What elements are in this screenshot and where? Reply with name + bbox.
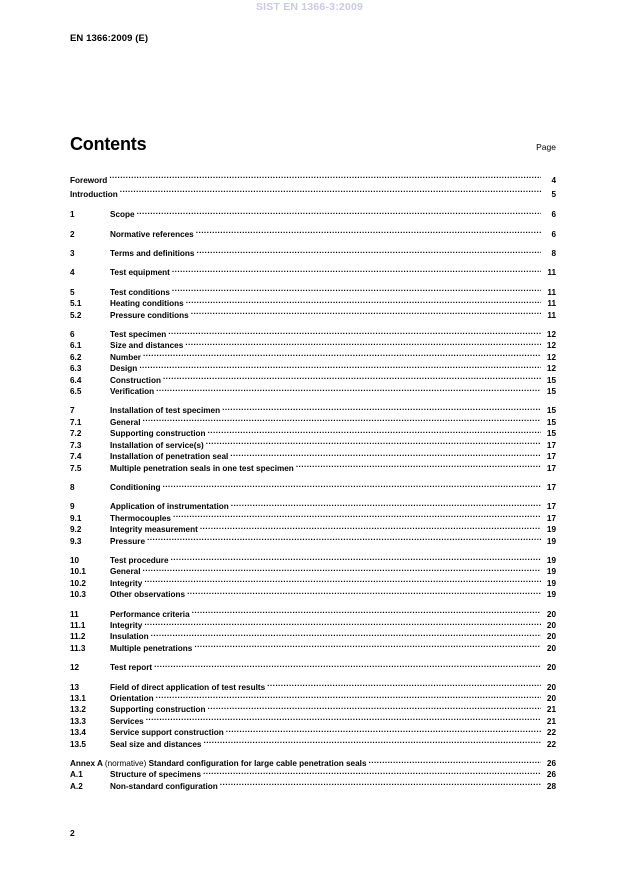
toc-group: [70, 662, 556, 673]
toc-entry-label: Integrity: [110, 578, 143, 588]
toc-entry-number: 11.2: [70, 632, 86, 642]
toc-entry-number: 6.1: [70, 341, 82, 351]
toc-entry[interactable]: [70, 310, 556, 321]
toc-entry-label: Foreword: [70, 176, 108, 185]
toc-dot-leader: [226, 727, 541, 735]
toc-entry-page: 17: [546, 482, 556, 492]
toc-entry-label: Installation of test specimen: [110, 406, 221, 416]
toc-entry-label: Conditioning: [110, 482, 161, 492]
toc-entry-number: A.1: [70, 770, 83, 780]
toc-entry-number: 5.2: [70, 310, 82, 320]
toc-entry-number: 9: [70, 502, 75, 512]
toc-entry[interactable]: [70, 536, 556, 547]
toc-dot-leader: [192, 609, 541, 617]
toc-entry-label: Introduction: [70, 189, 118, 199]
toc-entry-label: Service support construction: [110, 728, 224, 738]
toc-dot-leader: [203, 769, 541, 777]
toc-group: [70, 555, 556, 601]
toc-entry-page: 28: [546, 781, 556, 791]
toc-entry-page: 12: [546, 330, 556, 340]
toc-entry-page: 19: [546, 590, 556, 600]
toc-entry[interactable]: [70, 589, 556, 600]
toc-dot-leader: [196, 248, 541, 256]
toc-entry-label: Performance criteria: [110, 609, 190, 619]
toc-entry[interactable]: [70, 405, 556, 416]
toc-group: [70, 287, 556, 321]
toc-entry-number: 9.3: [70, 536, 82, 546]
toc-entry[interactable]: [70, 209, 556, 220]
toc-dot-leader: [222, 405, 541, 413]
toc-entry-page: 11: [547, 268, 556, 278]
toc-entry[interactable]: [70, 363, 556, 374]
toc-entry-page: 19: [546, 555, 556, 565]
toc-dot-leader: [194, 643, 541, 651]
toc-entry-label: Scope: [110, 210, 135, 220]
toc-entry-page: 6: [551, 229, 556, 239]
toc-entry[interactable]: [70, 463, 556, 474]
toc-entry-page: 12: [546, 352, 556, 362]
toc-entry[interactable]: [70, 716, 556, 727]
toc-entry-label: Other observations: [110, 590, 186, 600]
toc-entry[interactable]: [70, 501, 556, 512]
toc-entry-page: 12: [546, 364, 556, 374]
toc-entry-number: 7.5: [70, 463, 82, 473]
toc-entry-page: 15: [546, 375, 556, 385]
toc-entry[interactable]: [70, 758, 556, 769]
toc-entry-label: Pressure: [110, 536, 146, 546]
toc-entry-label: Test conditions: [110, 287, 170, 297]
toc-entry[interactable]: [70, 631, 556, 642]
toc-entry[interactable]: [70, 248, 556, 259]
toc-dot-leader: [143, 352, 541, 360]
toc-entry-page: 8: [551, 249, 556, 258]
toc-entry-number: 1: [70, 210, 75, 220]
toc-dot-leader: [144, 620, 541, 628]
toc-entry-page: 19: [546, 525, 556, 535]
toc-dot-leader: [151, 631, 541, 639]
toc-entry-number: 6.4: [70, 375, 82, 385]
toc-dot-leader: [230, 451, 541, 459]
toc-entry-page: 20: [546, 620, 556, 630]
toc-dot-leader: [200, 524, 541, 532]
toc-group: [70, 209, 556, 220]
annex-prefix: Annex A: [70, 759, 105, 769]
toc-entry-label: Orientation: [110, 694, 154, 703]
toc-entry-page: 20: [546, 643, 556, 653]
toc-dot-leader: [137, 209, 541, 217]
toc-entry-label: Supporting construction: [110, 705, 206, 715]
toc-dot-leader: [143, 417, 542, 425]
toc-entry-page: 21: [546, 705, 556, 715]
toc-entry-number: 13: [70, 682, 80, 692]
toc-entry[interactable]: [70, 417, 556, 428]
toc-entry-number: 5: [70, 287, 75, 297]
toc-group: [70, 758, 556, 792]
toc-dot-leader: [143, 566, 542, 574]
toc-entry-label: Design: [110, 364, 138, 374]
toc-entry-label: Test equipment: [110, 268, 170, 278]
toc-entry-number: 7.2: [70, 429, 82, 439]
toc-dot-leader: [208, 704, 541, 712]
toc-entry-number: 10.1: [70, 567, 86, 577]
toc-dot-leader: [208, 428, 541, 436]
toc-entry-number: 2: [70, 229, 75, 239]
toc-group: [70, 174, 556, 201]
toc-entry[interactable]: [70, 428, 556, 439]
toc-entry-page: 20: [546, 609, 556, 619]
toc-entry[interactable]: [70, 440, 556, 451]
toc-entry-number: 13.3: [70, 716, 86, 726]
toc-entry-label: Pressure conditions: [110, 310, 189, 320]
toc-entry-label: Insulation: [110, 632, 149, 642]
toc-entry[interactable]: [70, 451, 556, 462]
toc-entry-label: Number: [110, 352, 141, 362]
toc-entry-page: 20: [546, 632, 556, 642]
toc-entry-number: 13.5: [70, 739, 86, 749]
toc-entry-label: [70, 758, 368, 769]
toc-entry[interactable]: [70, 781, 556, 792]
toc-entry[interactable]: [70, 704, 556, 715]
toc-entry-page: 17: [546, 463, 556, 473]
toc-entry-number: 8: [70, 482, 75, 492]
toc-dot-leader: [186, 298, 541, 306]
toc-dot-leader: [154, 662, 541, 670]
toc-entry-label: Test specimen: [110, 330, 167, 340]
toc-dot-leader: [162, 482, 541, 490]
toc-entry-label: Multiple penetration seals in one test specimen: [110, 463, 294, 473]
toc-entry-page: 15: [546, 387, 556, 397]
toc-entry-number: 11.3: [70, 643, 86, 653]
toc-entry-page: 19: [546, 536, 556, 546]
toc-dot-leader: [220, 781, 541, 789]
toc-entry[interactable]: [70, 609, 556, 620]
toc-group: [70, 229, 556, 240]
toc-group: [70, 405, 556, 473]
toc-entry-label: Application of instrumentation: [110, 502, 229, 512]
toc-entry-number: 13.1: [70, 694, 86, 703]
toc-dot-leader: [163, 375, 541, 383]
toc-entry-number: 10.2: [70, 578, 86, 588]
annex-qualifier: (normative): [104, 759, 147, 769]
toc-dot-leader: [156, 386, 541, 394]
toc-dot-leader: [187, 589, 541, 597]
toc-entry-label: Installation of service(s): [110, 440, 204, 450]
toc-entry-number: 11.1: [70, 620, 86, 630]
toc-entry-label: Integrity: [110, 620, 143, 630]
toc-group: [70, 248, 556, 259]
toc-entry-label: Construction: [110, 375, 161, 385]
toc-entry-number: 9.2: [70, 525, 82, 535]
toc-group: [70, 329, 556, 397]
toc-entry-label: Seal size and distances: [110, 739, 202, 749]
toc-group: [70, 501, 556, 547]
toc-entry-number: 13.2: [70, 705, 86, 715]
toc-entry-label: Heating conditions: [110, 299, 184, 309]
toc-entry-page: 26: [546, 770, 556, 780]
toc-entry-label: Non-standard configuration: [110, 781, 218, 791]
toc-dot-leader: [144, 578, 541, 586]
toc-entry[interactable]: [70, 524, 556, 535]
toc-entry-label: Verification: [110, 387, 155, 397]
toc-entry-label: Supporting construction: [110, 429, 206, 439]
toc-entry-number: 7.1: [70, 417, 82, 427]
toc-dot-leader: [171, 555, 541, 563]
toc-dot-leader: [172, 267, 541, 275]
toc-entry[interactable]: [70, 386, 556, 397]
toc-entry-number: 7.3: [70, 440, 82, 450]
toc-entry[interactable]: [70, 229, 556, 240]
toc-entry-page: 22: [546, 728, 556, 738]
toc-entry-page: 17: [546, 452, 556, 462]
toc-entry-page: 4: [551, 176, 556, 185]
toc-entry[interactable]: [70, 566, 556, 577]
toc-entry-number: 6.2: [70, 352, 82, 362]
toc-entry-page: 20: [546, 682, 556, 692]
toc-entry-label: Normative references: [110, 229, 194, 239]
toc-entry-label: Multiple penetrations: [110, 643, 193, 653]
table-of-contents: [70, 174, 556, 792]
toc-dot-leader: [196, 229, 541, 237]
toc-entry[interactable]: [70, 352, 556, 363]
toc-entry-page: 6: [551, 210, 556, 220]
toc-entry-label: Services: [110, 716, 144, 726]
document-watermark: SIST EN 1366-3:2009: [255, 1, 364, 13]
toc-entry-page: 20: [546, 694, 556, 703]
toc-group: [70, 682, 556, 750]
toc-entry[interactable]: [70, 482, 556, 493]
toc-dot-leader: [191, 310, 541, 318]
toc-entry[interactable]: [70, 693, 556, 704]
page-number: 2: [70, 828, 75, 838]
toc-dot-leader: [139, 363, 541, 371]
toc-dot-leader: [185, 340, 541, 348]
toc-entry[interactable]: [70, 727, 556, 738]
toc-entry-number: 10.3: [70, 590, 86, 600]
toc-entry-page: 19: [546, 578, 556, 588]
toc-entry-page: 11: [547, 287, 556, 297]
toc-entry[interactable]: [70, 769, 556, 780]
toc-entry[interactable]: [70, 174, 556, 188]
toc-entry-page: 15: [546, 406, 556, 416]
toc-dot-leader: [369, 758, 542, 766]
toc-group: [70, 267, 556, 278]
toc-dot-leader: [173, 513, 541, 521]
toc-entry[interactable]: [70, 267, 556, 278]
toc-entry-page: 26: [546, 759, 556, 769]
toc-entry-number: 4: [70, 268, 75, 278]
toc-entry-label: Thermocouples: [110, 513, 171, 523]
toc-entry-label: Test procedure: [110, 555, 169, 565]
toc-entry-label: Test report: [110, 663, 153, 673]
toc-dot-leader: [147, 536, 541, 544]
annex-title: Standard configuration for large cable penetration seals: [146, 759, 367, 769]
toc-entry[interactable]: [70, 578, 556, 589]
toc-entry-number: 7.4: [70, 452, 82, 462]
toc-entry[interactable]: [70, 643, 556, 654]
toc-dot-leader: [120, 189, 541, 197]
toc-entry-number: A.2: [70, 781, 83, 791]
toc-group: [70, 609, 556, 655]
toc-entry[interactable]: [70, 662, 556, 673]
toc-dot-leader: [146, 716, 541, 724]
toc-dot-leader: [156, 693, 541, 701]
toc-dot-leader: [206, 440, 541, 448]
toc-entry-page: 20: [546, 663, 556, 673]
toc-entry[interactable]: [70, 329, 556, 340]
toc-entry-page: 15: [546, 429, 556, 439]
toc-entry-label: Terms and definitions: [110, 249, 195, 258]
toc-entry-number: 7: [70, 406, 75, 416]
toc-entry-label: Installation of penetration seal: [110, 452, 229, 462]
toc-entry-number: 10: [70, 555, 80, 565]
toc-group: [70, 482, 556, 493]
toc-entry-number: 6.3: [70, 364, 82, 374]
toc-dot-leader: [231, 501, 541, 509]
toc-entry-page: 12: [546, 341, 556, 351]
toc-dot-leader: [172, 287, 541, 295]
toc-entry-page: 17: [546, 502, 556, 512]
page-column-label: Page: [536, 142, 556, 152]
toc-dot-leader: [168, 329, 541, 337]
toc-entry-number: 5.1: [70, 299, 82, 309]
toc-entry[interactable]: [70, 682, 556, 693]
toc-entry-number: 13.4: [70, 728, 86, 738]
toc-entry-number: 6: [70, 330, 75, 340]
toc-entry-page: 17: [546, 440, 556, 450]
toc-entry-number: 12: [70, 663, 80, 673]
toc-entry-label: General: [110, 417, 141, 427]
toc-entry[interactable]: [70, 739, 556, 750]
toc-dot-leader: [109, 175, 541, 183]
toc-entry-label: Field of direct application of test results: [110, 682, 266, 692]
toc-entry[interactable]: [70, 620, 556, 631]
toc-entry-label: Integrity measurement: [110, 525, 198, 535]
toc-entry-number: 3: [70, 249, 75, 258]
toc-entry-label: Structure of specimens: [110, 770, 201, 780]
contents-header: [70, 134, 556, 155]
toc-entry-page: 22: [546, 739, 556, 749]
toc-entry-number: 9.1: [70, 513, 82, 523]
toc-entry-page: 19: [546, 567, 556, 577]
toc-entry[interactable]: [70, 513, 556, 524]
toc-entry-number: 6.5: [70, 387, 82, 397]
toc-entry[interactable]: [70, 188, 556, 202]
toc-dot-leader: [203, 739, 541, 747]
toc-entry-label: General: [110, 567, 141, 577]
toc-entry[interactable]: [70, 298, 556, 309]
toc-dot-leader: [296, 463, 541, 471]
toc-entry[interactable]: [70, 340, 556, 351]
toc-entry-page: 21: [546, 716, 556, 726]
running-head: EN 1366:2009 (E): [70, 33, 149, 44]
toc-dot-leader: [267, 682, 541, 690]
toc-entry-page: 15: [546, 417, 556, 427]
toc-entry-page: 17: [546, 513, 556, 523]
toc-entry-number: 11: [70, 609, 79, 619]
toc-entry-label: Size and distances: [110, 341, 184, 351]
toc-entry-page: 5: [551, 189, 556, 199]
toc-entry-page: 11: [547, 299, 556, 309]
page-title: Contents: [70, 134, 147, 154]
toc-entry-page: 11: [547, 310, 556, 320]
toc-entry[interactable]: [70, 555, 556, 566]
toc-entry[interactable]: [70, 375, 556, 386]
toc-entry[interactable]: [70, 287, 556, 298]
